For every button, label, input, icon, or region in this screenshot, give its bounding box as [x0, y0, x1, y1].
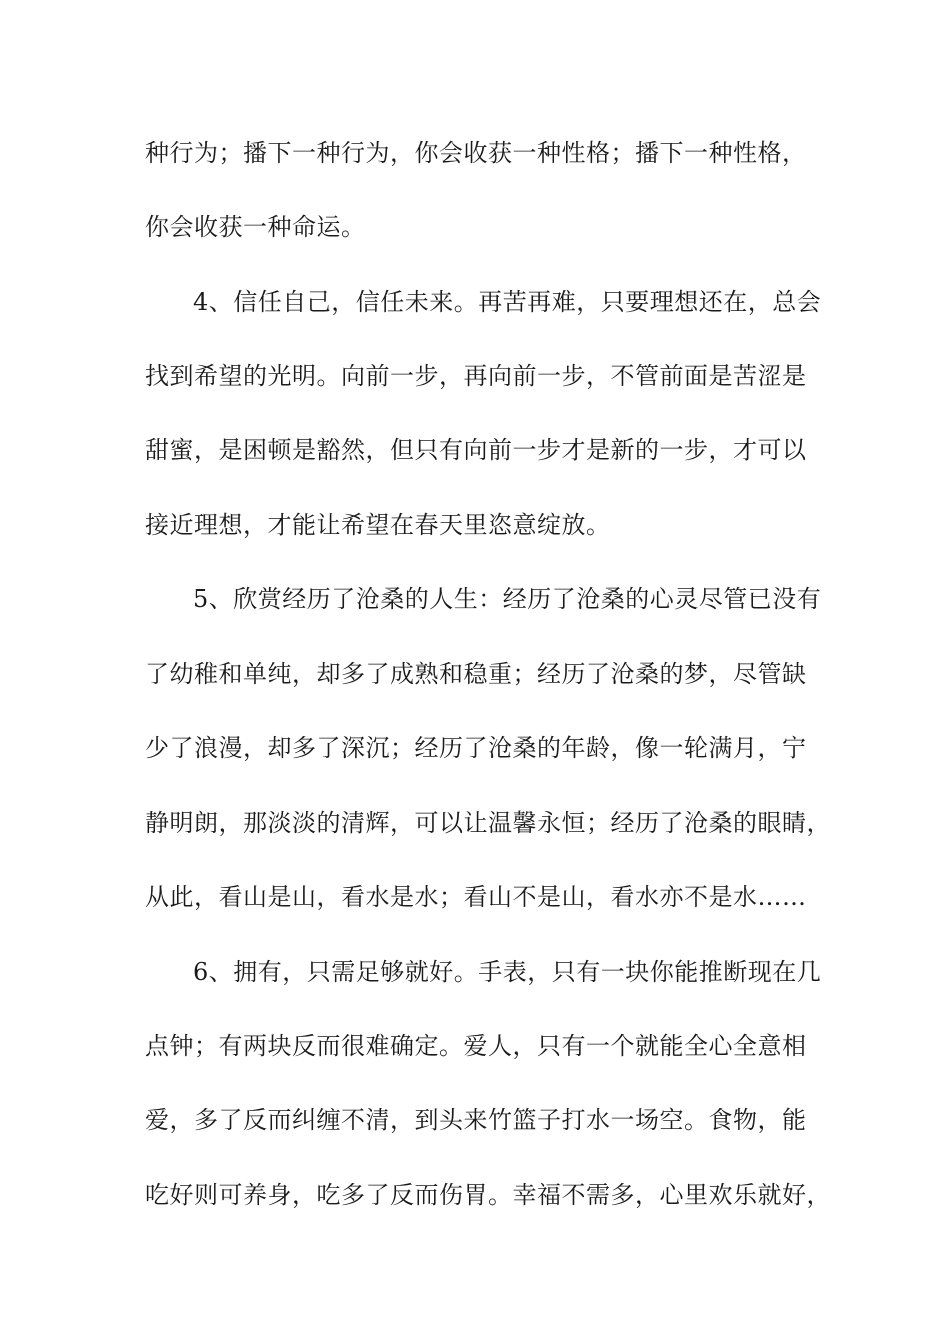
text-line-2: 你会收获一种命运。 [145, 213, 366, 241]
text-line-10: 静明朗，那淡淡的清辉，可以让温馨永恒；经历了沧桑的眼睛， [145, 809, 831, 837]
text-line-8: 了幼稚和单纯，却多了成熟和稳重；经历了沧桑的梦，尽管缺 [145, 660, 807, 688]
text-line-11: 从此，看山是山，看水是水；看山不是山，看水亦不是水…… [145, 883, 807, 911]
text-line-5: 甜蜜，是困顿是豁然，但只有向前一步才是新的一步，才可以 [145, 436, 807, 464]
paragraph-5-start: 5、欣赏经历了沧桑的人生：经历了沧桑的心灵尽管已没有 [193, 585, 822, 613]
text-line-6: 接近理想，才能让希望在春天里恣意绽放。 [145, 511, 611, 539]
text-line-1: 种行为；播下一种行为，你会收获一种性格；播下一种性格， [145, 139, 807, 167]
text-line-13: 点钟；有两块反而很难确定。爱人，只有一个就能全心全意相 [145, 1032, 807, 1060]
text-line-14: 爱，多了反而纠缠不清，到头来竹篮子打水一场空。食物，能 [145, 1106, 807, 1134]
text-line-4: 找到希望的光明。向前一步，再向前一步，不管前面是苦涩是 [145, 362, 807, 390]
text-line-9: 少了浪漫，却多了深沉；经历了沧桑的年龄，像一轮满月，宁 [145, 734, 807, 762]
paragraph-4-start: 4、信任自己，信任未来。再苦再难，只要理想还在，总会 [193, 288, 822, 316]
paragraph-6-start: 6、拥有，只需足够就好。手表，只有一块你能推断现在几 [193, 958, 822, 986]
text-line-15: 吃好则可养身，吃多了反而伤胃。幸福不需多，心里欢乐就好， [145, 1181, 831, 1209]
